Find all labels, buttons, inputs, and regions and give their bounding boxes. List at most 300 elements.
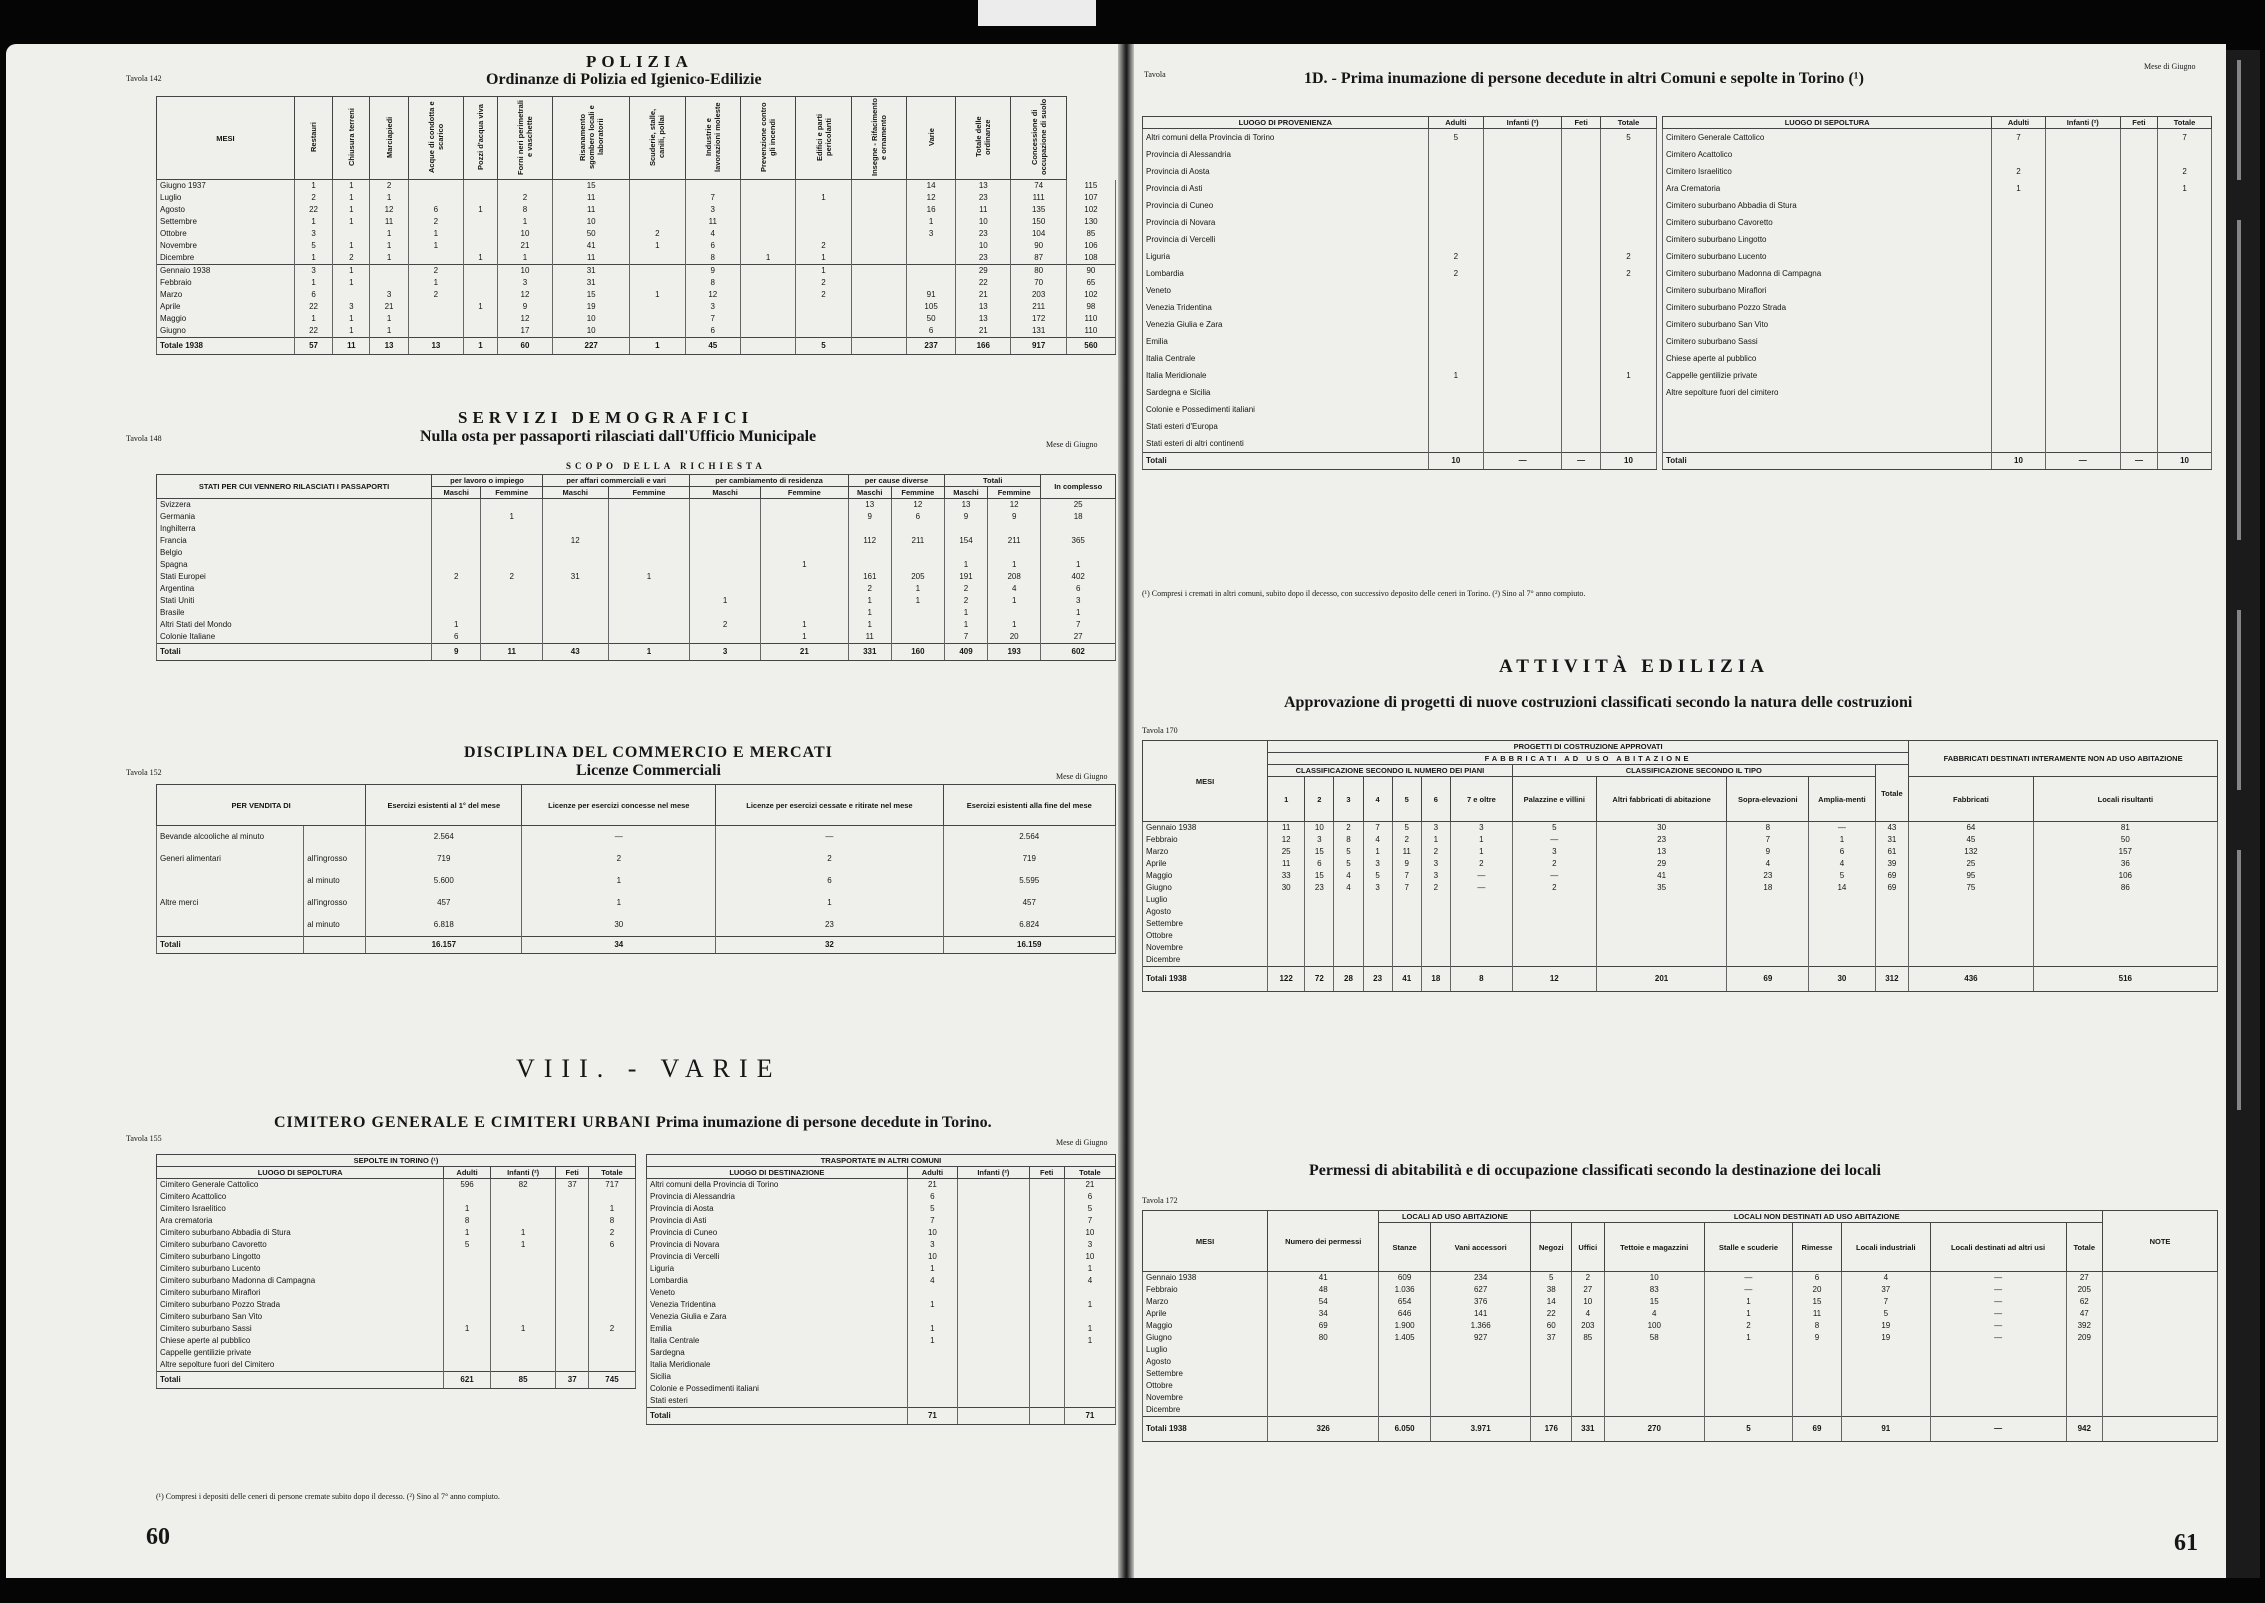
table-cell [1600, 384, 1656, 401]
table-cell [1029, 1287, 1064, 1299]
table-cell [444, 1191, 490, 1203]
table-cell [2158, 333, 2212, 350]
table-cell [1041, 523, 1116, 535]
table-cell [542, 607, 608, 619]
table-cell: 1 [945, 559, 988, 571]
table-cell: 14 [1531, 1296, 1572, 1308]
table-cell [851, 240, 906, 252]
table-cell: 7 [685, 313, 740, 325]
table-cell [796, 301, 851, 313]
table-cell: 21 [497, 240, 552, 252]
table-cell [1531, 1404, 1572, 1417]
commercio-subtitle: Licenze Commerciali [576, 762, 721, 779]
column-header: Licenze per esercizi cessate e ritirate nel mese [716, 785, 943, 826]
abitabilita-row [1143, 1308, 2218, 1320]
table-cell [907, 1347, 958, 1359]
column-header: Feti [2120, 117, 2157, 129]
table-cell: 1 [490, 1239, 556, 1251]
inumazione-table-number: Tavola [1144, 70, 1166, 79]
table-cell: 927 [1430, 1332, 1531, 1344]
table-cell: 1 [333, 240, 370, 252]
table-cell: 64 [1909, 822, 2033, 835]
abitabilita-table-number: Tavola 172 [1142, 1196, 1178, 1205]
table-cell: 102 [1066, 204, 1115, 216]
table-cell: 2 [1992, 163, 2045, 180]
edilizia-row [1143, 858, 2218, 870]
table-cell: 621 [444, 1372, 490, 1389]
table-cell [1930, 1404, 2066, 1417]
column-header: Feti [1029, 1167, 1064, 1179]
table-cell [2120, 146, 2157, 163]
inumazione-month: Mese di Giugno [2144, 62, 2196, 71]
inumazione-right-total [1663, 453, 2212, 470]
abitabilita-row [1143, 1332, 2218, 1344]
demografici-row [157, 631, 1116, 644]
table-cell [1792, 1380, 1841, 1392]
row-label: Emilia [1143, 333, 1429, 350]
row-label: Giugno 1937 [157, 180, 295, 193]
table-cell: 3 [1421, 858, 1450, 870]
table-cell [1428, 384, 1483, 401]
column-header [630, 97, 685, 180]
table-cell [630, 313, 685, 325]
table-cell: 4 [1842, 1272, 1931, 1285]
row-label: Gennaio 1938 [157, 265, 295, 278]
table-cell [851, 204, 906, 216]
table-cell: 22 [956, 277, 1011, 289]
table-cell [556, 1359, 588, 1372]
table-cell [432, 595, 481, 607]
table-cell: 13 [848, 499, 891, 512]
table-cell: 2 [1704, 1320, 1792, 1332]
table-cell: 1 [497, 216, 552, 228]
table-cell [2033, 942, 2217, 954]
row-label: Ottobre [1143, 930, 1268, 942]
row-label: Cimitero suburbano Miraflori [157, 1287, 444, 1299]
table-cell [481, 547, 543, 559]
table-cell [958, 1408, 1029, 1425]
table-cell [740, 180, 795, 193]
row-label: Sicilia [647, 1371, 908, 1383]
table-cell [588, 1275, 635, 1287]
table-cell: 1 [1600, 367, 1656, 384]
table-cell [851, 228, 906, 240]
table-cell [1792, 1404, 1841, 1417]
table-cell [1562, 197, 1601, 214]
row-label: Cimitero suburbano Pozzo Strada [157, 1299, 444, 1311]
table-cell: 10 [553, 325, 630, 338]
row-label: Dicembre [1143, 954, 1268, 967]
table-cell [1428, 299, 1483, 316]
table-cell [542, 619, 608, 631]
table-cell: 4 [685, 228, 740, 240]
table-cell [1029, 1263, 1064, 1275]
table-cell: 2 [588, 1323, 635, 1335]
row-label: Febbraio [1143, 1284, 1268, 1296]
table-cell: 20 [987, 631, 1040, 644]
inumazione-right-row [1663, 333, 2212, 350]
table-cell [1363, 942, 1392, 954]
table-cell: 11 [553, 204, 630, 216]
column-header-label: Varie [926, 128, 936, 146]
table-cell: 1 [608, 644, 690, 661]
table-cell [1562, 129, 1601, 147]
demografici-row [157, 499, 1116, 512]
table-cell [1600, 401, 1656, 418]
table-cell: 2 [497, 192, 552, 204]
table-cell: 1 [907, 216, 956, 228]
table-cell: 19 [1842, 1332, 1931, 1344]
row-label: Provincia di Vercelli [647, 1251, 908, 1263]
cimitero-right-row [647, 1371, 1116, 1383]
cimitero-left-header [157, 1167, 636, 1179]
table-cell [740, 289, 795, 301]
table-cell: 457 [366, 892, 522, 914]
table-cell: 12 [497, 289, 552, 301]
table-cell [1430, 1380, 1531, 1392]
table-cell [2120, 214, 2157, 231]
table-cell: 11 [370, 216, 408, 228]
column-header-label: Totale delle ordinanze [974, 116, 993, 158]
table-cell: 23 [956, 228, 1011, 240]
demografici-scope: SCOPO DELLA RICHIESTA [566, 461, 766, 471]
group-header: TRASPORTATE IN ALTRI COMUNI [647, 1155, 1116, 1167]
table-cell: 1 [608, 571, 690, 583]
table-cell: 4 [1363, 834, 1392, 846]
inumazione-right-row [1663, 146, 2212, 163]
row-label: Altre sepolture fuori del cimitero [1663, 384, 1992, 401]
abitabilita-group-row [1143, 1211, 2218, 1223]
table-cell [1572, 1368, 1605, 1380]
row-label: Bevande alcooliche al minuto [157, 826, 304, 849]
demografici-total-row [157, 644, 1116, 661]
row-label: Altri comuni della Provincia di Torino [647, 1179, 908, 1192]
table-cell [432, 559, 481, 571]
polizia-row [157, 301, 1116, 313]
table-cell: 33 [1268, 870, 1305, 882]
table-cell [851, 338, 906, 355]
row-label: Veneto [1143, 282, 1429, 299]
row-label: Totali [157, 644, 432, 661]
column-header: Stalle e scuderie [1704, 1223, 1792, 1272]
table-cell [481, 595, 543, 607]
table-cell [481, 523, 543, 535]
inumazione-left-row [1143, 367, 1657, 384]
table-cell: — [1484, 453, 1562, 470]
table-cell: 1 [1064, 1323, 1115, 1335]
demografici-group-row [157, 475, 1116, 487]
table-cell [2033, 918, 2217, 930]
table-cell: 29 [1596, 858, 1727, 870]
column-header: Infanti (²) [490, 1167, 556, 1179]
table-cell: 43 [542, 644, 608, 661]
inumazione-left-header [1143, 117, 1657, 129]
table-cell: 2 [408, 216, 463, 228]
table-cell: 2 [796, 277, 851, 289]
table-cell [1600, 418, 1656, 435]
table-cell [907, 1359, 958, 1371]
table-cell: 1 [1992, 180, 2045, 197]
table-cell [556, 1275, 588, 1287]
table-cell: 12 [1268, 834, 1305, 846]
table-cell [1562, 299, 1601, 316]
abitabilita-row [1143, 1284, 2218, 1296]
table-cell [1562, 384, 1601, 401]
table-cell: 6 [1792, 1272, 1841, 1285]
table-cell [1704, 1368, 1792, 1380]
table-cell [333, 228, 370, 240]
row-label [157, 914, 304, 937]
group-header: PROGETTI DI COSTRUZIONE APPROVATI [1268, 741, 1909, 753]
row-label: Cimitero suburbano Cavoretto [1663, 214, 1992, 231]
row-label: Italia Centrale [1143, 350, 1429, 367]
column-header: Infanti (²) [2045, 117, 2120, 129]
demografici-month: Mese di Giugno [1046, 440, 1098, 449]
table-cell: 10 [497, 265, 552, 278]
table-cell [2045, 367, 2120, 384]
table-cell: 1 [294, 277, 332, 289]
table-cell [630, 277, 685, 289]
table-cell: 3 [497, 277, 552, 289]
table-cell [408, 301, 463, 313]
column-header: MESI [157, 97, 295, 180]
table-cell: 4 [1334, 870, 1363, 882]
table-cell [481, 607, 543, 619]
table-cell [958, 1395, 1029, 1408]
table-cell: 80 [1011, 265, 1066, 278]
row-label [1663, 418, 1992, 435]
table-cell [796, 204, 851, 216]
table-cell [370, 265, 408, 278]
table-cell [2103, 1344, 2218, 1356]
polizia-row [157, 228, 1116, 240]
row-label: Maggio [157, 313, 295, 325]
table-cell: 1 [333, 216, 370, 228]
table-cell [630, 252, 685, 265]
table-cell [2045, 299, 2120, 316]
table-cell [1041, 547, 1116, 559]
table-cell [630, 216, 685, 228]
stati-header: STATI PER CUI VENNERO RILASCIATI I PASSAPORTI [157, 475, 432, 499]
row-label: Maggio [1143, 870, 1268, 882]
table-cell: 15 [1792, 1296, 1841, 1308]
table-cell: 8 [685, 277, 740, 289]
table-cell [1909, 894, 2033, 906]
row-label: Provincia di Alessandria [1143, 146, 1429, 163]
table-cell: 2.564 [943, 826, 1115, 849]
table-cell [1562, 418, 1601, 435]
table-cell [1992, 248, 2045, 265]
table-cell: 11 [848, 631, 891, 644]
table-cell: 71 [907, 1408, 958, 1425]
table-cell: 745 [588, 1372, 635, 1389]
table-cell [1600, 333, 1656, 350]
table-cell: 3 [1363, 882, 1392, 894]
table-cell [1562, 163, 1601, 180]
table-cell [588, 1287, 635, 1299]
table-cell [690, 583, 761, 595]
table-cell: 2 [1428, 248, 1483, 265]
column-header-label: Chiusura terreni [346, 108, 356, 166]
table-cell [690, 559, 761, 571]
table-cell [1484, 299, 1562, 316]
polizia-row [157, 265, 1116, 278]
table-cell [2033, 954, 2217, 967]
table-cell [1562, 214, 1601, 231]
table-cell [1305, 918, 1334, 930]
table-cell [740, 265, 795, 278]
polizia-table-number: Tavola 142 [126, 74, 162, 83]
column-header: Numero dei permessi [1268, 1211, 1379, 1272]
table-cell [408, 180, 463, 193]
table-cell [1704, 1380, 1792, 1392]
table-cell [1992, 418, 2045, 435]
inumazione-right-row [1663, 316, 2212, 333]
edilizia-header [1143, 777, 2218, 822]
row-label: Lombardia [1143, 265, 1429, 282]
table-cell [796, 313, 851, 325]
table-cell: 3 [1512, 846, 1596, 858]
table-cell [740, 192, 795, 204]
table-cell: 37 [1531, 1332, 1572, 1344]
table-cell [1875, 894, 1909, 906]
table-cell [1875, 930, 1909, 942]
table-cell: 312 [1875, 967, 1909, 992]
abitabilita-row [1143, 1404, 2218, 1417]
table-cell [1334, 930, 1363, 942]
table-cell: 1 [1041, 559, 1116, 571]
column-header: 1 [1268, 777, 1305, 822]
table-cell [2103, 1332, 2218, 1344]
table-cell: 17 [497, 325, 552, 338]
table-cell: 41 [1392, 967, 1421, 992]
edilizia-row [1143, 870, 2218, 882]
table-cell [851, 277, 906, 289]
table-cell: 21 [760, 644, 848, 661]
table-cell: 23 [956, 252, 1011, 265]
polizia-row [157, 325, 1116, 338]
table-cell [1596, 918, 1727, 930]
table-cell [1484, 384, 1562, 401]
row-label: Italia Centrale [647, 1335, 908, 1347]
table-cell: 205 [891, 571, 944, 583]
demografici-row [157, 607, 1116, 619]
group-header: Totali [945, 475, 1041, 487]
table-cell [542, 559, 608, 571]
table-cell [958, 1383, 1029, 1395]
table-cell [1875, 942, 1909, 954]
table-cell: 21 [907, 1179, 958, 1192]
table-cell [2120, 197, 2157, 214]
commercio-heading: DISCIPLINA DEL COMMERCIO E MERCATI [464, 744, 833, 761]
table-cell [1029, 1323, 1064, 1335]
table-cell [2158, 316, 2212, 333]
table-cell [1268, 942, 1305, 954]
column-header: 4 [1363, 777, 1392, 822]
table-cell: 30 [522, 914, 716, 937]
table-cell: 3 [907, 228, 956, 240]
abitabilita-row [1143, 1344, 2218, 1356]
column-header: 7 e oltre [1450, 777, 1512, 822]
table-cell: 115 [1066, 180, 1115, 193]
table-cell: 1 [796, 252, 851, 265]
column-header [294, 97, 332, 180]
table-cell [1363, 894, 1392, 906]
cimitero-right-header [647, 1167, 1116, 1179]
row-label: Cimitero suburbano San Vito [157, 1311, 444, 1323]
table-cell [1596, 930, 1727, 942]
table-cell: — [1512, 834, 1596, 846]
table-cell [444, 1263, 490, 1275]
column-header: Fabbricati [1909, 777, 2033, 822]
table-cell: 2 [408, 289, 463, 301]
table-cell [1842, 1404, 1931, 1417]
table-cell: 1 [490, 1323, 556, 1335]
table-cell [1704, 1404, 1792, 1417]
demografici-table [156, 474, 1116, 661]
table-cell [2158, 265, 2212, 282]
table-cell: 91 [1842, 1417, 1931, 1442]
table-cell [432, 607, 481, 619]
table-cell: 39 [1875, 858, 1909, 870]
abitabilita-row [1143, 1356, 2218, 1368]
table-cell: 1 [796, 265, 851, 278]
table-cell [1792, 1392, 1841, 1404]
table-cell: 10 [1604, 1272, 1704, 1285]
table-cell: 2 [796, 240, 851, 252]
table-cell [1604, 1404, 1704, 1417]
right-page [1134, 44, 2226, 1578]
table-cell: 1 [848, 607, 891, 619]
table-cell: 1 [294, 313, 332, 325]
table-cell: — [1704, 1272, 1792, 1285]
table-cell [444, 1251, 490, 1263]
table-cell [2120, 418, 2157, 435]
table-cell: 4 [987, 583, 1040, 595]
table-cell: 6 [432, 631, 481, 644]
row-label: Giugno [1143, 1332, 1268, 1344]
table-cell [1428, 401, 1483, 418]
table-cell: 27 [1041, 631, 1116, 644]
table-cell: 43 [1875, 822, 1909, 835]
table-cell [2066, 1404, 2102, 1417]
table-cell: 62 [2066, 1296, 2102, 1308]
table-cell: 38 [1531, 1284, 1572, 1296]
abitabilita-row [1143, 1320, 2218, 1332]
table-cell [464, 180, 498, 193]
cimitero-month: Mese di Giugno [1056, 1138, 1108, 1147]
table-cell: 172 [1011, 313, 1066, 325]
table-cell [1334, 906, 1363, 918]
inumazione-notes: (¹) Compresi i cremati in altri comuni, subito dopo il decesso, con successivo deposito delle ceneri in Torino. (²) Sino al 7° anno compiuto. [1142, 589, 1586, 598]
table-cell [333, 289, 370, 301]
table-cell: 2 [1512, 858, 1596, 870]
polizia-row [157, 313, 1116, 325]
table-cell [1875, 906, 1909, 918]
table-cell: 86 [2033, 882, 2217, 894]
table-cell [2120, 129, 2157, 147]
row-label: Gennaio 1938 [1143, 822, 1268, 835]
row-label: Novembre [157, 240, 295, 252]
demografici-row [157, 511, 1116, 523]
table-cell: 4 [1064, 1275, 1115, 1287]
table-cell: 2 [1421, 846, 1450, 858]
table-cell: 5 [1809, 870, 1875, 882]
table-cell: 1 [907, 1299, 958, 1311]
row-label: Cappelle gentilizie private [1663, 367, 1992, 384]
row-label: Spagna [157, 559, 432, 571]
table-cell: 1 [987, 619, 1040, 631]
